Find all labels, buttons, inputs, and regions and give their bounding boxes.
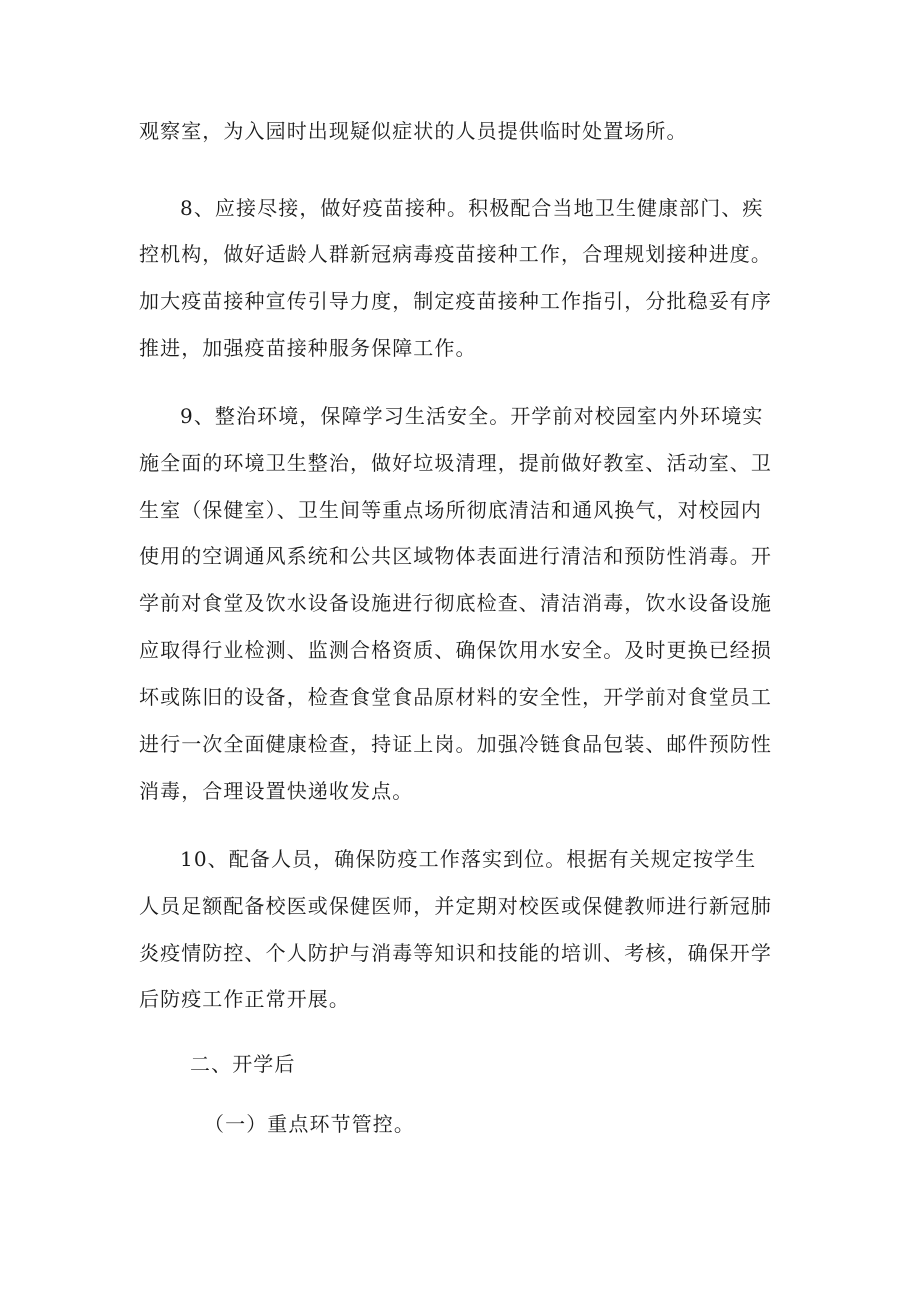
section-heading: 二、开学后 bbox=[190, 1052, 296, 1076]
paragraph-line: 控机构，做好适龄人群新冠病毒疫苗接种工作，合理规划接种进度。 bbox=[139, 242, 772, 266]
paragraph-line: 使用的空调通风系统和公共区域物体表面进行清洁和预防性消毒。开 bbox=[139, 544, 772, 568]
paragraph-line: 8、应接尽接，做好疫苗接种。积极配合当地卫生健康部门、疾 bbox=[180, 196, 764, 220]
subsection-heading: （一）重点环节管控。 bbox=[204, 1112, 415, 1136]
paragraph-line: 后防疫工作正常开展。 bbox=[139, 987, 350, 1011]
paragraph-line: 观察室，为入园时出现疑似症状的人员提供临时处置场所。 bbox=[139, 119, 688, 143]
paragraph-line: 施全面的环境卫生整治，做好垃圾清理，提前做好教室、活动室、卫 bbox=[139, 451, 772, 475]
paragraph-line: 加大疫苗接种宣传引导力度，制定疫苗接种工作指引，分批稳妥有序 bbox=[139, 289, 772, 313]
paragraph-line: 学前对食堂及饮水设备设施进行彻底检查、清洁消毒，饮水设备设施 bbox=[139, 591, 772, 615]
paragraph-line: 炎疫情防控、个人防护与消毒等知识和技能的培训、考核，确保开学 bbox=[139, 941, 772, 965]
paragraph-line: 应取得行业检测、监测合格资质、确保饮用水安全。及时更换已经损 bbox=[139, 638, 772, 662]
paragraph-line: 消毒，合理设置快递收发点。 bbox=[139, 779, 414, 803]
paragraph-line: 人员足额配备校医或保健医师，并定期对校医或保健教师进行新冠肺 bbox=[139, 894, 772, 918]
paragraph-line: 推进，加强疫苗接种服务保障工作。 bbox=[139, 336, 477, 360]
paragraph-line: 10、配备人员，确保防疫工作落实到位。根据有关规定按学生 bbox=[180, 847, 757, 871]
paragraph-line: 生室（保健室）、卫生间等重点场所彻底清洁和通风换气，对校园内 bbox=[139, 498, 762, 522]
paragraph-line: 9、整治环境，保障学习生活安全。开学前对校园室内外环境实 bbox=[180, 404, 764, 428]
paragraph-line: 进行一次全面健康检查，持证上岗。加强冷链食品包装、邮件预防性 bbox=[139, 732, 772, 756]
paragraph-line: 坏或陈旧的设备，检查食堂食品原材料的安全性，开学前对食堂员工 bbox=[139, 685, 772, 709]
